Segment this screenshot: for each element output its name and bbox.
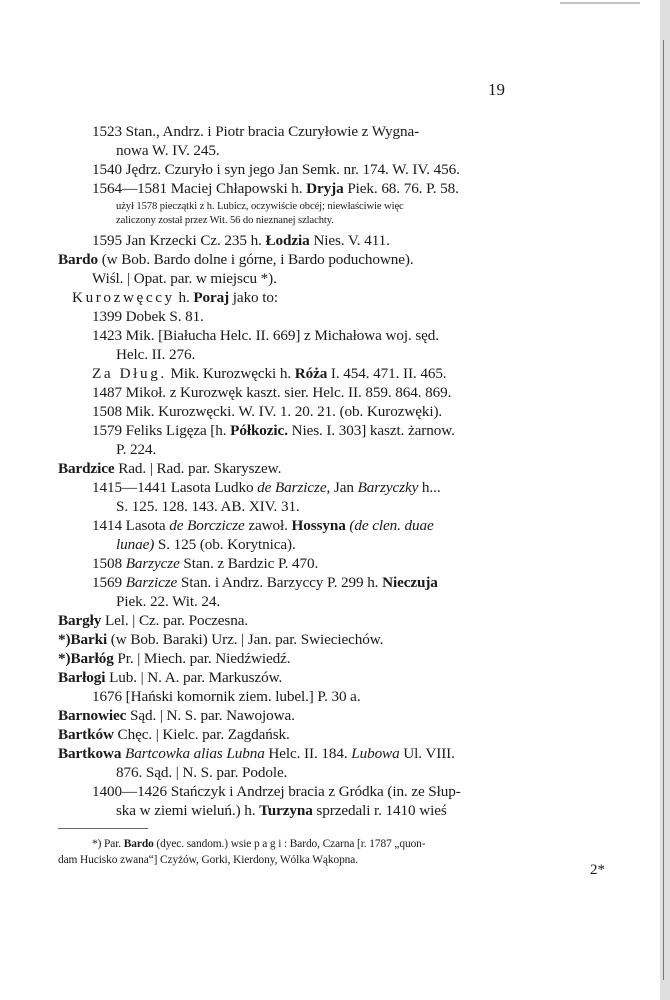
entry-line: 1579 Feliks Ligęza [h. Półkozic. Nies. I. 303] kaszt. żarnow. xyxy=(92,422,455,439)
entry-line: 876. Sąd. | N. S. par. Podole. xyxy=(116,764,288,781)
page-number: 19 xyxy=(488,80,505,99)
entry-line: P. 224. xyxy=(116,441,157,458)
entry-line: 1423 Mik. [Białucha Helc. II. 669] z Michałowa woj. sęd. xyxy=(92,327,439,344)
entry-line: 1523 Stan., Andrz. i Piotr bracia Czuryłowie z Wygna- xyxy=(92,123,420,140)
headword-line: *)Barłóg Pr. | Miech. par. Niedźwiedź. xyxy=(58,650,291,667)
entry-line: nowa W. IV. 245. xyxy=(116,142,220,159)
headword-line: Bardo (w Bob. Bardo dolne i górne, i Bardo poduchowne). xyxy=(58,251,414,268)
entry-note-line: zaliczony został przez Wit. 56 do nieznanej szlachty. xyxy=(116,215,334,226)
entry-line: 1400—1426 Stańczyk i Andrzej bracia z Gródka (in. ze Słup- xyxy=(92,783,461,800)
entry-line: lunae) S. 125 (ob. Korytnica). xyxy=(116,536,296,553)
entry-note-line: użył 1578 pieczątki z h. Lubicz, oczywiście obcéj; niewłaściwie więc xyxy=(116,201,404,212)
headword-line: Bartkowa Bartcowka alias Lubna Helc. II. 184. Lubowa Ul. VIII. xyxy=(58,745,455,762)
headword-line: Barłogi Lub. | N. A. par. Markuszów. xyxy=(58,669,283,686)
entry-line: 1415—1441 Lasota Ludko de Barzicze, Jan Barzyczky h... xyxy=(92,479,441,496)
entry-line: Piek. 22. Wit. 24. xyxy=(116,593,221,610)
headword-line: Bardzice Rad. | Rad. par. Skaryszew. xyxy=(58,460,282,477)
footnote-line: dam Hucisko zwana“] Czyżów, Gorki, Kierdony, Wólka Wąkopna. xyxy=(58,854,358,866)
headword-line: Bartków Chęc. | Kielc. par. Zagdańsk. xyxy=(58,726,290,743)
entry-line: ska w ziemi wieluń.) h. Turzyna sprzedali r. 1410 wieś xyxy=(116,802,447,819)
headword-line: Barnowiec Sąd. | N. S. par. Nawojowa. xyxy=(58,707,295,724)
entry-line: 1676 [Hański komornik ziem. lubel.] P. 30 a. xyxy=(92,688,361,705)
entry-line: 1569 Barzicze Stan. i Andrz. Barzyccy P. 299 h. Nieczuja xyxy=(92,574,438,591)
scan-edge-line xyxy=(663,40,664,980)
scan-edge-shadow xyxy=(660,0,670,1000)
footnote-rule xyxy=(58,828,148,829)
family-line: Kurozwęccy h. Poraj jako to: xyxy=(72,289,278,306)
headword-line: *)Barki (w Bob. Baraki) Urz. | Jan. par. Swieciechów. xyxy=(58,631,384,648)
entry-line: 1595 Jan Krzecki Cz. 235 h. Łodzia Nies. V. 411. xyxy=(92,232,390,249)
entry-line: 1508 Mik. Kurozwęcki. W. IV. 1. 20. 21. (ob. Kurozwęki). xyxy=(92,403,443,420)
entry-line: Wiśl. | Opat. par. w miejscu *). xyxy=(92,270,277,287)
entry-line: 1399 Dobek S. 81. xyxy=(92,308,204,325)
printer-signature: 2* xyxy=(590,862,605,878)
entry-line: Za Dług. Mik. Kurozwęcki h. Róża I. 454. 471. II. 465. xyxy=(92,365,447,382)
entry-line: 1508 Barzycze Stan. z Bardzic P. 470. xyxy=(92,555,319,572)
entry-line: 1564—1581 Maciej Chłapowski h. Dryja Piek. 68. 76. P. 58. xyxy=(92,180,459,197)
scan-speck xyxy=(560,2,640,4)
footnote-line: *) Par. Bardo (dyec. sandom.) wsie pagi: Bardo, Czarna [r. 1787 „quon- xyxy=(92,838,426,850)
headword-line: Bargły Lel. | Cz. par. Poczesna. xyxy=(58,612,249,629)
entry-line: 1487 Mikoł. z Kurozwęk kaszt. sier. Helc. II. 859. 864. 869. xyxy=(92,384,452,401)
entry-line: S. 125. 128. 143. AB. XIV. 31. xyxy=(116,498,300,515)
entry-line: Helc. II. 276. xyxy=(116,346,196,363)
entry-line: 1540 Jędrz. Czuryło i syn jego Jan Semk. nr. 174. W. IV. 456. xyxy=(92,161,460,178)
entry-line: 1414 Lasota de Borczicze zawoł. Hossyna (de clen. duae xyxy=(92,517,434,534)
